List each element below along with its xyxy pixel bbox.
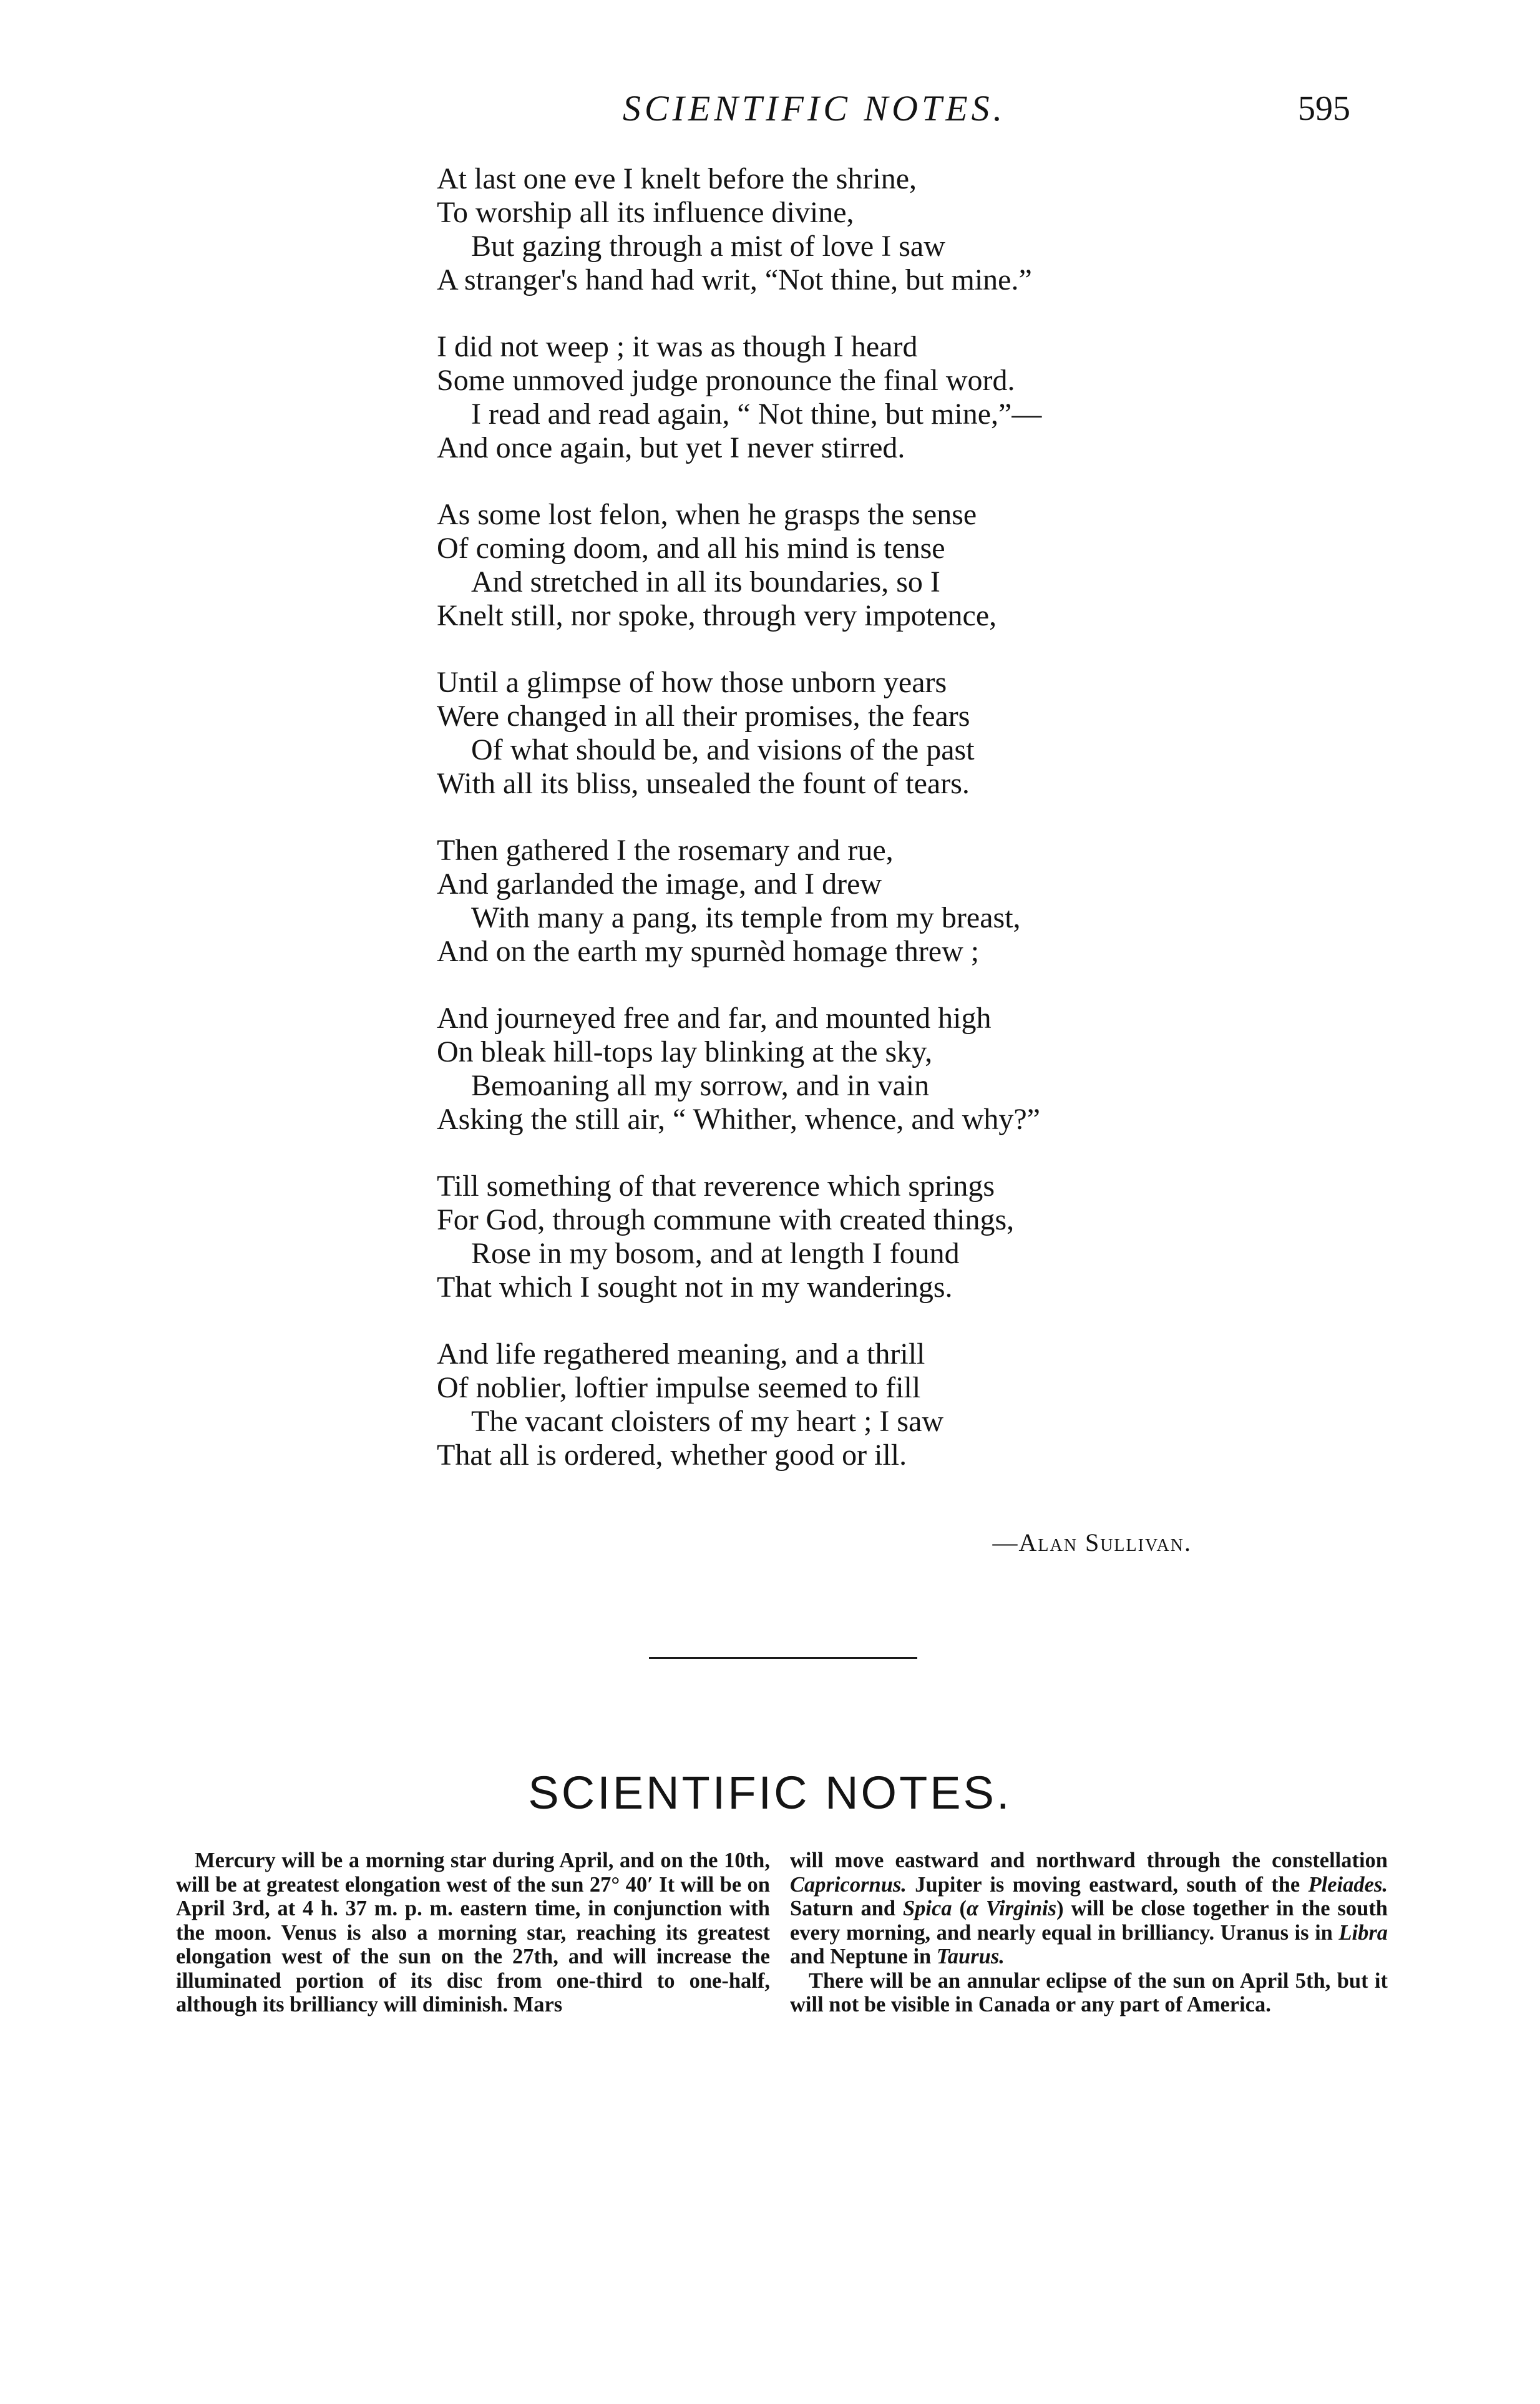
notes-text: and Neptune in [790,1945,937,1968]
poem-line: Knelt still, nor spoke, through very impotence, [437,599,997,632]
stanza-4 [437,666,1248,801]
poem-line: Of noblier, loftier impulse seemed to fill [437,1371,921,1404]
poem-line: I read and read again, “ Not thine, but mine,”— [471,398,1042,431]
poem-line: Of coming doom, and all his mind is tense [437,532,945,565]
notes-text: Saturn and [790,1897,903,1920]
poem-line: Until a glimpse of how those unborn years [437,666,947,699]
stanza-2 [437,330,1248,465]
stanza-6 [437,1002,1248,1136]
notes-text: ) will be close together in the south every morning, and nearly equal in brilliancy. Uranus is in [790,1897,1388,1945]
notes-italic-term: α Virginis [966,1897,1057,1920]
poem-line: And once again, but yet I never stirred. [437,431,905,464]
poem-line: For God, through commune with created things, [437,1203,1015,1236]
poem-line: With many a pang, its temple from my breast, [471,901,1021,934]
poem-line: Bemoaning all my sorrow, and in vain [471,1069,930,1102]
poem-line: Asking the still air, “ Whither, whence, and why?” [437,1103,1040,1136]
page-number: 595 [1298,89,1350,128]
poem-line: To worship all its influence divine, [437,196,854,229]
section-divider [649,1657,917,1659]
poem-line: Till something of that reverence which springs [437,1170,995,1203]
poem-attribution: —Alan Sullivan. [992,1528,1192,1556]
poem-line: And garlanded the image, and I drew [437,867,882,901]
running-title: SCIENTIFIC NOTES. [622,88,1006,129]
notes-paragraph: Mercury will be a morning star during April, and on the 10th, will be at greatest elongation west of the sun 27° 40′ It will be on April 3rd, at 4 h. 37 m. p. m. eastern time, in conjunction with the moon. Venus is also a morning star, reaching its greatest elongation west of the sun on the 27th, and will increase the illuminated portion of its disc from one-third to one-half, although its brilliancy will diminish. Mars [176,1849,770,2016]
poem-line: As some lost felon, when he grasps the sense [437,498,977,531]
poem-line: Some unmoved judge pronounce the final word. [437,364,1015,397]
poem-line: And stretched in all its boundaries, so I [471,565,940,599]
poem-line: At last one eve I knelt before the shrine, [437,162,917,195]
poem-line: I did not weep ; it was as though I heard [437,330,918,363]
poem-line: That all is ordered, whether good or ill. [437,1439,907,1472]
notes-italic-term: Spica [902,1897,952,1920]
notes-italic-term: Capricornus. [790,1872,907,1897]
notes-text: ( [952,1897,967,1920]
poem-line: And on the earth my spurnèd homage threw ; [437,935,980,968]
poem-line: On bleak hill-tops lay blinking at the sky, [437,1035,933,1068]
poem-line: Were changed in all their promises, the fears [437,700,970,733]
stanza-7 [437,1170,1248,1304]
notes-right-column [790,1849,1388,2017]
notes-paragraph [790,1849,1388,1969]
running-header [0,87,1540,137]
poem-line: With all its bliss, unsealed the fount of tears. [437,767,970,800]
poem-line: But gazing through a mist of love I saw [471,230,945,263]
poem-line: That which I sought not in my wanderings. [437,1271,953,1304]
notes-paragraph: There will be an annular eclipse of the sun on April 5th, but it will not be visible in Canada or any part of America. [790,1968,1388,2016]
notes-left-column [176,1849,770,2017]
poem-line: The vacant cloisters of my heart ; I saw [471,1405,944,1438]
notes-italic-term: Taurus. [936,1945,1005,1968]
poem-line: Then gathered I the rosemary and rue, [437,834,894,867]
notes-text: will move eastward and northward through the constellation [790,1849,1388,1872]
poem-line: Of what should be, and visions of the past [471,733,975,766]
stanza-8 [437,1337,1248,1472]
poem [437,162,1248,1505]
poem-line: A stranger's hand had writ, “Not thine, but mine.” [437,263,1032,296]
stanza-1 [437,162,1248,297]
section-title: SCIENTIFIC NOTES. [528,1767,1012,1819]
notes-italic-term: Libra [1338,1920,1388,1945]
notes-italic-term: Pleiades. [1308,1872,1388,1897]
poem-line: And life regathered meaning, and a thrill [437,1337,925,1371]
stanza-3 [437,498,1248,633]
poem-line: Rose in my bosom, and at length I found [471,1237,960,1270]
notes-text: Jupiter is moving eastward, south of the [906,1872,1309,1897]
stanza-5 [437,834,1248,969]
poem-line: And journeyed free and far, and mounted high [437,1002,992,1035]
